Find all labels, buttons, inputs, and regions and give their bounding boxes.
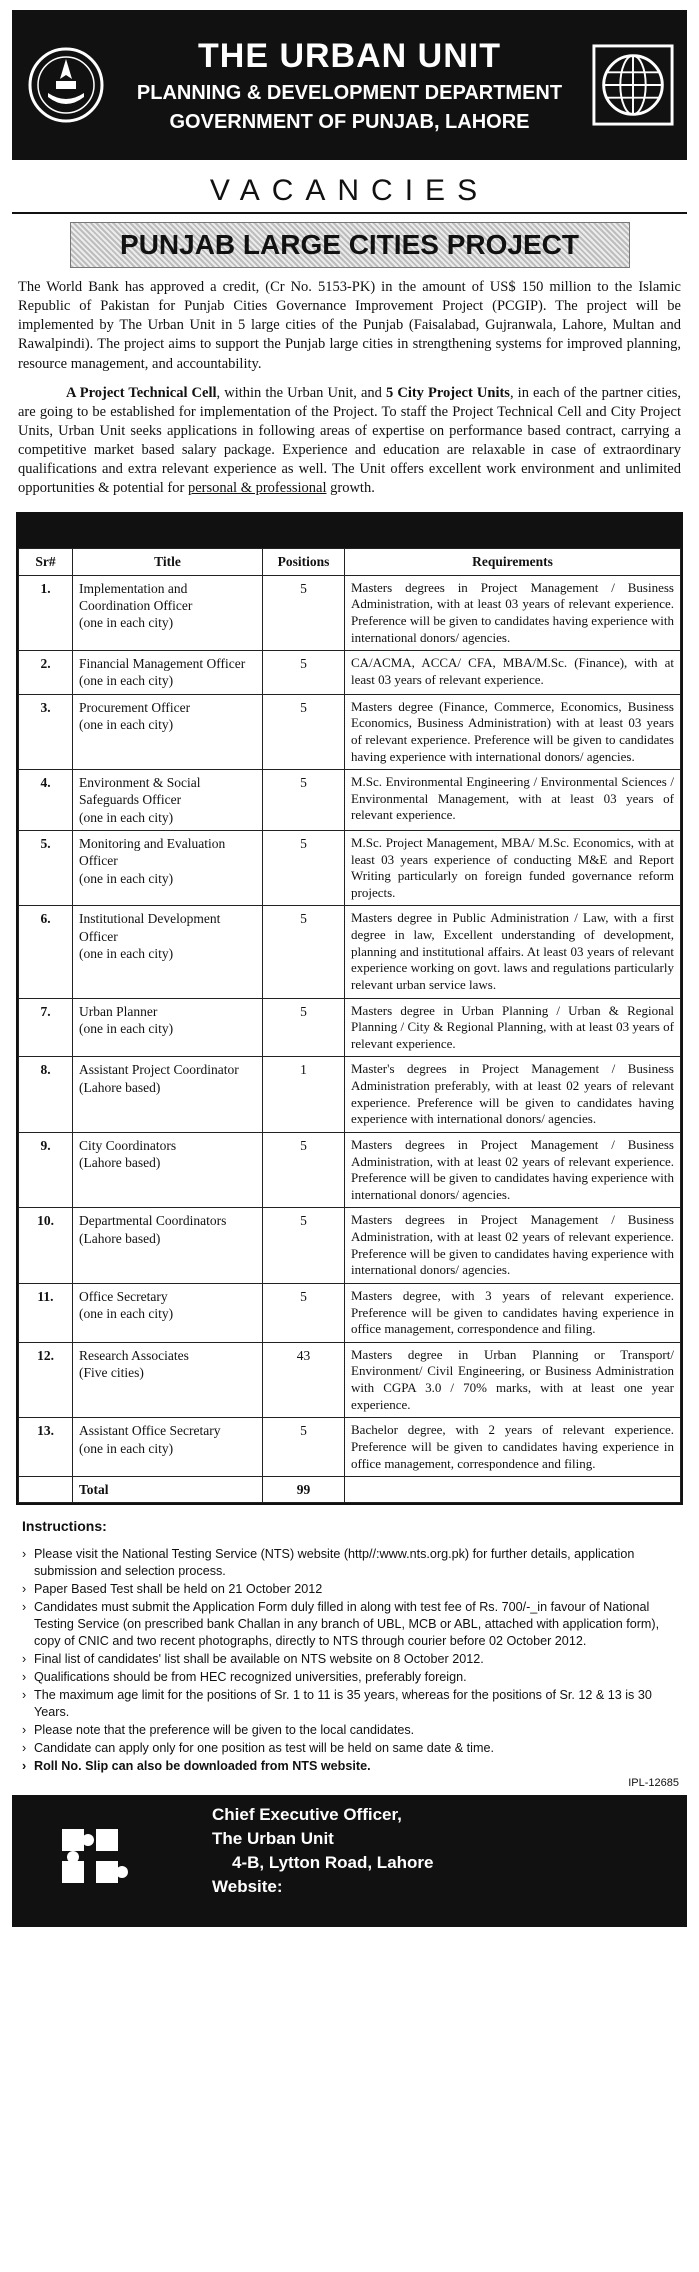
instructions-section (22, 1517, 677, 1775)
footer-line-2: The Urban Unit (212, 1829, 334, 1849)
table-row (19, 1418, 681, 1477)
globe-logo-icon (591, 25, 675, 145)
row-sr: 10. (19, 1208, 73, 1284)
row-positions: 43 (263, 1342, 345, 1418)
table-row (19, 770, 681, 831)
row-requirements: Masters degree (Finance, Commerce, Economics, Business Economics, Business Administration) with at least 03 years of relevant experience. Preference will be given to candidates having experience with international donors/ agencies. (345, 694, 681, 770)
row-sr: 11. (19, 1283, 73, 1342)
row-positions: 1 (263, 1057, 345, 1133)
row-title-cell (73, 575, 263, 651)
instruction-item: › Please visit the National Testing Service (NTS) website (http//:www.nts.org.pk) for further details, application submission and selection process. (22, 1546, 677, 1580)
table-row (19, 694, 681, 770)
growth-underline: personal & professional (187, 480, 327, 497)
instruction-item: › Final list of candidates' list shall be available on NTS website on 8 October 2012. (22, 1651, 677, 1668)
instruction-item: › Roll No. Slip can also be downloaded from NTS website. (22, 1758, 677, 1775)
row-title: City Coordinators (79, 1137, 177, 1153)
table-top-bar (18, 514, 681, 548)
table-row (19, 575, 681, 651)
row-positions: 5 (263, 906, 345, 998)
instruction-item: › The maximum age limit for the positions of Sr. 1 to 11 is 35 years, whereas for the positions of Sr. 12 & 13 is 30 Years. (22, 1687, 677, 1721)
row-sr: 12. (19, 1342, 73, 1418)
intro-paragraph: The World Bank has approved a credit, (Cr No. 5153-PK) in the amount of US$ 150 million to the Islamic Republic of Pakistan for Punjab Cities Governance Improvement Project (PCGIP). The project will be implemented by The Urban Unit in 5 large cities of the Punjab (Faisalabad, Gujranwala, Lahore, Multan and Rawalpindi). The project aims to support the Punjab large cities in strengthening systems for improved planning, resource management, and accountability. (18, 279, 681, 372)
row-positions: 5 (263, 1132, 345, 1208)
row-title: Office Secretary (79, 1288, 168, 1304)
table-row (19, 830, 681, 906)
row-title-cell (73, 1057, 263, 1133)
row-positions: 5 (263, 1418, 345, 1477)
instruction-item: › Qualifications should be from HEC recognized universities, preferably foreign. (22, 1669, 677, 1686)
vacancies-heading: VACANCIES (12, 164, 687, 214)
row-requirements: M.Sc. Project Management, MBA/ M.Sc. Economics, with at least 03 years experience of conducting M&E and Report Writing particularly on foreign funded governance reform projects. (345, 830, 681, 906)
row-title-cell (73, 770, 263, 831)
row-title: Institutional Development Officer (79, 911, 221, 944)
row-sr: 13. (19, 1418, 73, 1477)
row-requirements: Masters degree in Public Administration / Law, with a first degree in law, Excellent understanding of development, planning and institutional affairs. At least 03 years of relevant experience working on govt. laws and regulations particularly relevant urban service laws. (345, 906, 681, 998)
instruction-item: › Candidate can apply only for one position as test will be held on same date & time. (22, 1740, 677, 1757)
row-sr: 5. (19, 830, 73, 906)
cell-text-1: , within the Urban Unit, and (216, 384, 387, 401)
row-title: Procurement Officer (79, 699, 191, 715)
cell-text-end: growth. (326, 480, 375, 497)
row-title-cell (73, 998, 263, 1057)
row-title-cell (73, 694, 263, 770)
table-row (19, 1342, 681, 1418)
total-row (19, 1477, 681, 1503)
total-value: 99 (263, 1477, 345, 1503)
row-subtitle: (one in each city) (79, 1020, 174, 1036)
row-positions: 5 (263, 575, 345, 651)
row-title: Assistant Office Secretary (79, 1423, 221, 1439)
total-empty-req (345, 1477, 681, 1503)
row-subtitle: (one in each city) (79, 615, 174, 631)
instruction-item: › Please note that the preference will be given to the local candidates. (22, 1722, 677, 1739)
footer-line-3: 4-B, Lytton Road, Lahore (232, 1852, 434, 1872)
row-sr: 1. (19, 575, 73, 651)
table-row (19, 651, 681, 695)
cell-text-2: , in each of the partner cities, are going to be established for implementation of the Project. To staff the Project Technical Cell and City Project Units, Urban Unit seeks applications in following areas of expertise on performance based contract, carrying a competitive market based salary package. Experience and education are relaxable in case of extraordinary qualifications and extra relevant experience as well. The Unit offers excellent work environment and unlimited opportunities & potential for (18, 384, 681, 497)
row-requirements: Masters degree in Urban Planning / Urban & Regional Planning / City & Regional Planning, with at least 03 years of relevant experience. (345, 998, 681, 1057)
row-positions: 5 (263, 830, 345, 906)
row-positions: 5 (263, 1283, 345, 1342)
project-title: PUNJAB LARGE CITIES PROJECT (70, 222, 630, 268)
row-title: Departmental Coordinators (79, 1213, 227, 1229)
row-requirements: Master's degrees in Project Management / Business Administration preferably, with at least 02 years of relevant experience. Preference will be given to candidates having experience with international donors/ agencies. (345, 1057, 681, 1133)
row-requirements: Masters degrees in Project Management / Business Administration, with at least 03 years of relevant experience. Preference will be given to candidates having experience with international donors/ agencies. (345, 575, 681, 651)
table-row (19, 1283, 681, 1342)
row-title-cell (73, 1283, 263, 1342)
ptc-text: A Project Technical Cell (66, 384, 217, 401)
row-subtitle: (one in each city) (79, 1440, 174, 1456)
footer-banner (12, 1795, 687, 1927)
row-positions: 5 (263, 651, 345, 695)
row-title: Financial Management Officer (79, 656, 246, 672)
footer-line-4: Website: (212, 1876, 283, 1896)
row-positions: 5 (263, 998, 345, 1057)
row-positions: 5 (263, 770, 345, 831)
row-subtitle: (Lahore based) (79, 1155, 161, 1171)
header-sr: Sr# (19, 549, 73, 575)
table-row (19, 1057, 681, 1133)
cpu-text: 5 City Project Units (386, 384, 510, 401)
row-title: Assistant Project Coordinator (79, 1062, 239, 1078)
row-subtitle: (one in each city) (79, 809, 174, 825)
row-title-cell (73, 1132, 263, 1208)
row-subtitle: (one in each city) (79, 870, 174, 886)
header-requirements: Requirements (345, 549, 681, 575)
table-header-row (19, 549, 681, 575)
row-title: Monitoring and Evaluation Officer (79, 835, 226, 869)
row-title-cell (73, 1342, 263, 1418)
ipl-code: IPL-12685 (628, 1777, 679, 1790)
row-requirements: CA/ACMA, ACCA/ CFA, MBA/M.Sc. (Finance), with at least 03 years of relevant experience. (345, 651, 681, 695)
vacancies-table-container (16, 512, 683, 1505)
row-title: Implementation and Coordination Officer (79, 580, 193, 613)
row-sr: 3. (19, 694, 73, 770)
government-name: GOVERNMENT OF PUNJAB, LAHORE (169, 110, 530, 133)
row-subtitle: (one in each city) (79, 946, 174, 961)
row-sr: 8. (19, 1057, 73, 1133)
row-requirements: Masters degree in Urban Planning or Transport/ Environment/ Civil Engineering, or Business Administration with CGPA 3.0 / 70% marks, with at least one year experience. (345, 1342, 681, 1418)
row-sr: 4. (19, 770, 73, 831)
org-name: THE URBAN UNIT (198, 36, 501, 75)
row-requirements: Masters degree, with 3 years of relevant experience. Preference will be given to candidates having experience in office management, correspondence and filing. (345, 1283, 681, 1342)
row-subtitle: (one in each city) (79, 1306, 174, 1322)
puzzle-logo-icon (52, 1819, 152, 1904)
row-title: Environment & Social Safeguards Officer (79, 775, 201, 808)
row-sr: 9. (19, 1132, 73, 1208)
total-empty (19, 1477, 73, 1503)
header-banner (12, 10, 687, 160)
row-requirements: M.Sc. Environmental Engineering / Environmental Sciences / Environmental Management, with at least 03 years of relevant experience. (345, 770, 681, 831)
table-row (19, 1132, 681, 1208)
table-row (19, 906, 681, 998)
row-sr: 6. (19, 906, 73, 998)
row-requirements: Masters degrees in Project Management / Business Administration, with at least 02 years of relevant experience. Preference will be given to candidates having experience with international donors/ agencies. (345, 1208, 681, 1284)
table-row (19, 1208, 681, 1284)
vacancies-table (18, 548, 681, 1503)
row-subtitle: (one in each city) (79, 673, 174, 689)
instruction-item: › Candidates must submit the Application Form duly filled in along with test fee of Rs. 700/-_in favour of National Testing Service (on prescribed bank Challan in any branch of UBL, MCB or ABL, attached with application form), copy of CNIC and two recent photographs, directly to NTS through courier before 02 October 2012. (22, 1599, 677, 1650)
row-title: Urban Planner (79, 1003, 158, 1019)
instructions-list (22, 1546, 677, 1775)
cell-paragraph (18, 384, 681, 499)
instruction-item: › Paper Based Test shall be held on 21 October 2012 (22, 1581, 677, 1598)
department-name: PLANNING & DEVELOPMENT DEPARTMENT (136, 81, 563, 104)
row-subtitle: (Lahore based) (79, 1230, 161, 1246)
header-title: Title (73, 549, 263, 575)
instructions-heading: Instructions: (22, 1518, 107, 1535)
table-row (19, 998, 681, 1057)
row-sr: 2. (19, 651, 73, 695)
row-positions: 5 (263, 1208, 345, 1284)
total-label: Total (73, 1477, 263, 1503)
row-subtitle: (Lahore based) (79, 1079, 161, 1095)
header-positions: Positions (263, 549, 345, 575)
punjab-emblem-icon (24, 25, 108, 145)
row-subtitle: (Five cities) (79, 1365, 144, 1381)
row-sr: 7. (19, 998, 73, 1057)
row-subtitle: (one in each city) (79, 716, 174, 732)
row-title-cell (73, 906, 263, 998)
row-title: Research Associates (79, 1347, 189, 1363)
row-title-cell (73, 1418, 263, 1477)
row-title-cell (73, 830, 263, 906)
row-positions: 5 (263, 694, 345, 770)
row-title-cell (73, 651, 263, 695)
row-requirements: Masters degrees in Project Management / Business Administration, with at least 02 years of relevant experience. Preference will be given to candidates having experience with international donors/ agencies. (345, 1132, 681, 1208)
row-title-cell (73, 1208, 263, 1284)
row-requirements: Bachelor degree, with 2 years of relevant experience. Preference will be given to candidates having experience in office management, correspondence and filing. (345, 1418, 681, 1477)
footer-line-1: Chief Executive Officer, (212, 1805, 402, 1825)
